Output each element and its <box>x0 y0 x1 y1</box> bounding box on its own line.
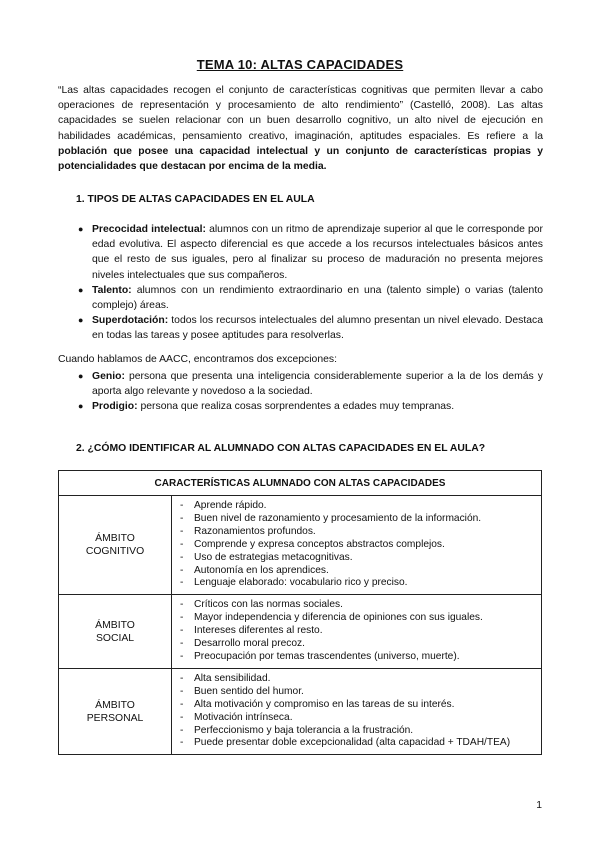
bullet-icon: ● <box>78 224 84 234</box>
list-item: - Aprende rápido. <box>180 500 267 511</box>
item-term: Talento: <box>92 284 132 296</box>
page-number: 1 <box>536 800 542 811</box>
list-item: - Uso de estrategias metacognitivas. <box>180 551 353 563</box>
bullet-icon: ● <box>78 284 84 295</box>
table-row <box>59 668 542 754</box>
bullet-icon: ● <box>78 401 84 412</box>
list-item: - Mayor independencia y diferencia de opiniones con sus iguales. <box>180 612 483 624</box>
list-item: - Perfeccionismo y baja tolerancia a la frustración. <box>180 724 414 736</box>
scope-label: ÁMBITO <box>95 699 135 711</box>
items-cell <box>172 496 542 595</box>
scope-label: PERSONAL <box>86 712 144 724</box>
intro-bold-text: población que posee una capacidad intelectual y un conjunto de características propias y potencialidades que destacan por encima de la media. <box>58 145 543 173</box>
item-text: alumnos con un rendimiento extraordinario en una (talento simple) o varias (talento complejo) áreas. <box>92 284 543 312</box>
exceptions-list <box>78 369 543 415</box>
scope-label: COGNITIVO <box>85 546 145 558</box>
scope-cell <box>59 496 172 595</box>
list-item: - Razonamientos profundos. <box>180 525 316 537</box>
list-item: - Buen nivel de razonamiento y procesamiento de la información. <box>180 512 482 524</box>
items-cell <box>172 595 542 669</box>
list-item <box>78 399 543 414</box>
list-item: - Autonomía en los aprendices. <box>180 564 329 576</box>
scope-label: ÁMBITO <box>95 619 135 631</box>
list-item: - Lenguaje elaborado: vocabulario rico y preciso. <box>180 577 408 589</box>
item-term: Genio: <box>92 371 125 382</box>
item-term: Superdotación: <box>92 315 169 327</box>
item-term: Precocidad intelectual: <box>92 224 206 235</box>
list-item: - Buen sentido del humor. <box>180 685 304 697</box>
list-item <box>78 369 543 399</box>
page-title: TEMA 10: ALTAS CAPACIDADES <box>196 57 404 72</box>
list-item: - Comprende y expresa conceptos abstractos complejos. <box>180 538 445 550</box>
scope-cell <box>59 595 172 669</box>
table-header: CARACTERÍSTICAS ALUMNADO CON ALTAS CAPACIDADES <box>59 471 542 496</box>
list-item: - Puede presentar doble excepcionalidad (alta capacidad + TDAH/TEA) <box>180 737 511 749</box>
table-header-row <box>59 471 542 496</box>
intro-paragraph <box>58 83 543 174</box>
list-item <box>78 313 543 343</box>
section2-heading: 2. ¿CÓMO IDENTIFICAR AL ALUMNADO CON ALTAS CAPACIDADES EN EL AULA? <box>76 443 486 454</box>
list-item: - Motivación intrínseca. <box>180 711 293 723</box>
item-term: Prodigio: <box>92 401 138 413</box>
item-text: persona que presenta una inteligencia considerablemente superior a la de los demás y aporta algo relevante y novedoso a la sociedad. <box>92 371 543 398</box>
intro-text: “Las altas capacidades recogen el conjunto de características cognitivas que permiten llevar a cabo operaciones de representación y procesamiento de alto rendimiento” (Castelló, 2008). Las altas capacidades se suelen relacionar con un buen desarrollo cognitivo, un alto nivel de ejecución en habilidades académicas, pensamiento creativo, imaginación, aptitudes espaciales. Es refiere a la <box>58 85 543 142</box>
list-item: - Críticos con las normas sociales. <box>180 599 343 611</box>
list-item: - Desarrollo moral precoz. <box>180 638 305 650</box>
list-item: - Alta motivación y compromiso en las tareas de su interés. <box>180 698 455 710</box>
characteristics-table <box>58 470 542 755</box>
list-item: - Preocupación por temas trascendentes (universo, muerte). <box>180 650 460 662</box>
scope-cell <box>59 668 172 754</box>
item-text: persona que realiza cosas sorprendentes a edades muy tempranas. <box>137 401 455 413</box>
table-row <box>59 496 542 595</box>
bullet-icon: ● <box>78 315 84 326</box>
exceptions-intro: Cuando hablamos de AACC, encontramos dos excepciones: <box>58 354 337 365</box>
scope-label: SOCIAL <box>95 632 135 644</box>
list-item <box>78 222 543 283</box>
scope-label: ÁMBITO <box>95 533 135 545</box>
list-item: - Alta sensibilidad. <box>180 672 271 684</box>
section1-heading: 1. TIPOS DE ALTAS CAPACIDADES EN EL AULA <box>76 194 315 205</box>
items-cell <box>172 668 542 754</box>
item-text: todos los recursos intelectuales del alumno presentan un nivel elevado. Destaca en todas las tareas y posee aptitudes para resolverlas. <box>92 315 543 342</box>
list-item <box>78 283 543 313</box>
table-row <box>59 595 542 669</box>
types-list <box>78 222 543 344</box>
list-item: - Intereses diferentes al resto. <box>180 625 323 637</box>
item-text: alumnos con un ritmo de aprendizaje superior al que le corresponde por edad evolutiva. El aspecto diferencial es que accede a los recursos intelectuales básicos antes que el resto de sus iguales, pero al finalizar su proceso de maduración no presenta mejores niveles intelectuales que sus compañeros. <box>92 224 543 281</box>
bullet-icon: ● <box>78 371 84 381</box>
